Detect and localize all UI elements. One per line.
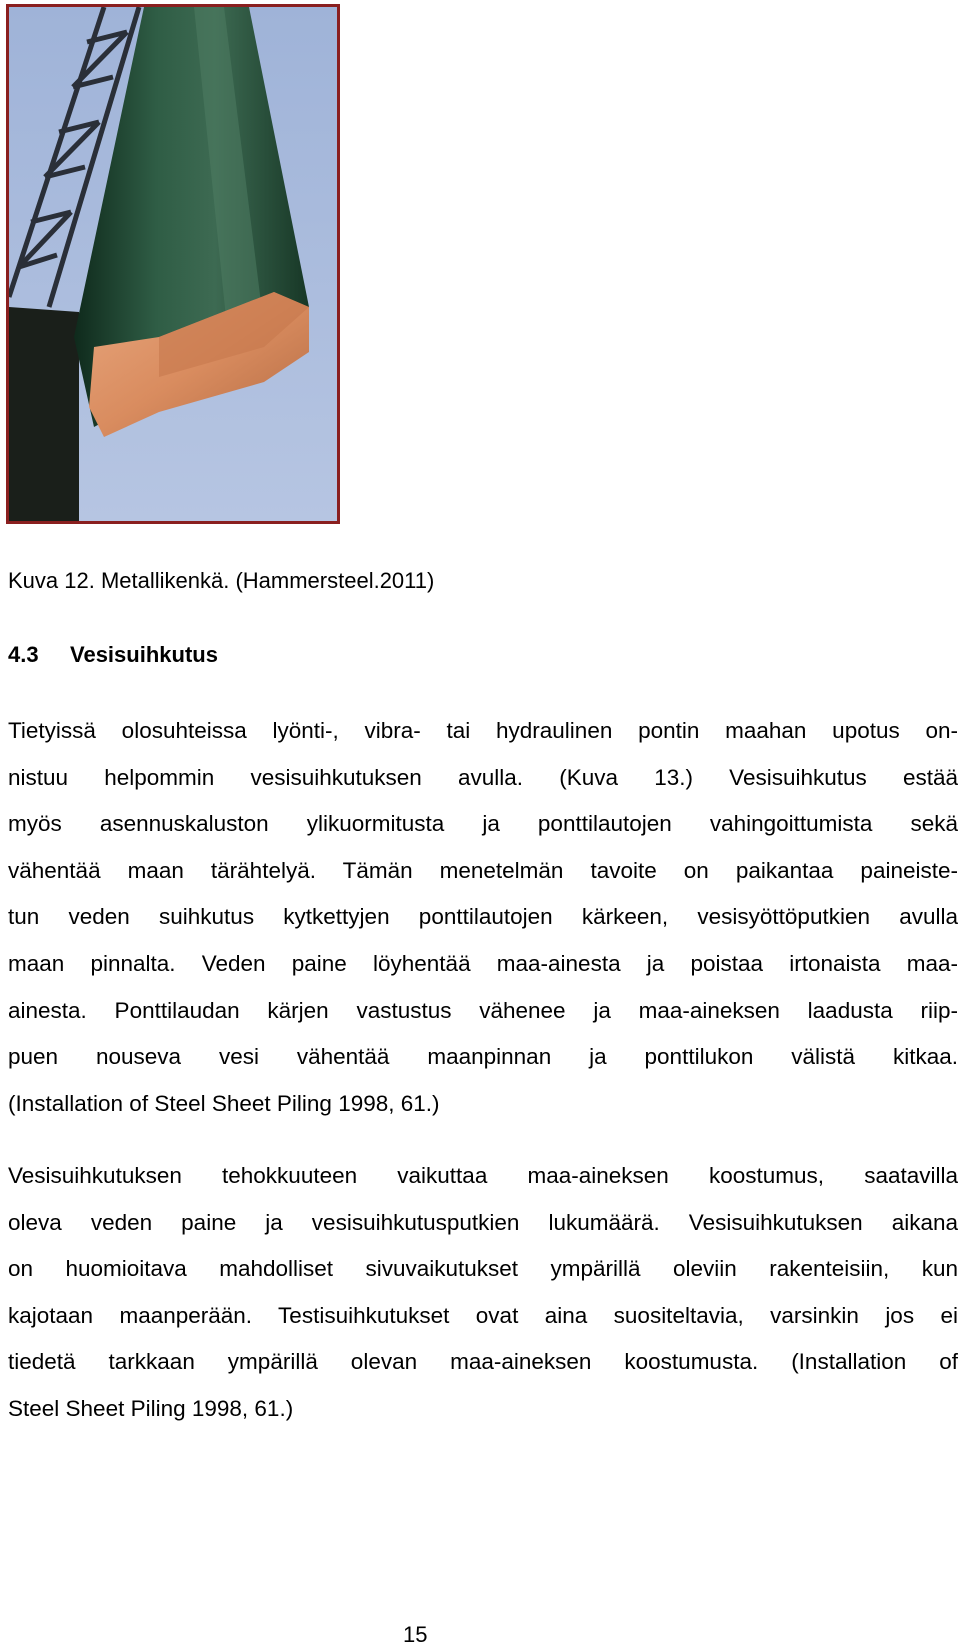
paragraph-line: puen nouseva vesi vähentää maanpinnan ja ponttilukon välistä kitkaa. bbox=[8, 1044, 958, 1070]
paragraph-line: tiedetä tarkkaan ympärillä olevan maa-aineksen koostumusta. (Installation of bbox=[8, 1349, 958, 1375]
paragraph-line: Vesisuihkutuksen tehokkuuteen vaikuttaa maa-aineksen koostumus, saatavilla bbox=[8, 1163, 958, 1188]
pile-shoe-illustration bbox=[9, 7, 337, 521]
paragraph-line: Tietyissä olosuhteissa lyönti-, vibra- tai hydraulinen pontin maahan upotus on- bbox=[8, 718, 958, 743]
section-heading bbox=[8, 640, 218, 670]
paragraph-line: ainesta. Ponttilaudan kärjen vastustus vähenee ja maa-aineksen laadusta riip- bbox=[8, 997, 958, 1023]
paragraph-line: myös asennuskaluston ylikuormitusta ja ponttilautojen vahingoittumista sekä bbox=[8, 811, 958, 837]
paragraph-line: tun veden suihkutus kytkettyjen ponttilautojen kärkeen, vesisyöttöputkien avulla bbox=[8, 904, 958, 930]
paragraph-line: maan pinnalta. Veden paine löyhentää maa-ainesta ja poistaa irtonaista maa- bbox=[8, 950, 958, 976]
section-number: 4.3 bbox=[8, 642, 39, 667]
figure-caption: Kuva 12. Metallikenkä. (Hammersteel.2011) bbox=[8, 568, 435, 593]
metal-shoe-photo bbox=[6, 4, 340, 524]
body-paragraph bbox=[8, 708, 958, 1127]
paragraph-line: (Installation of Steel Sheet Piling 1998, 61.) bbox=[8, 1090, 440, 1116]
paragraph-line: nistuu helpommin vesisuihkutuksen avulla. (Kuva 13.) Vesisuihkutus estää bbox=[8, 764, 958, 790]
paragraph-line: oleva veden paine ja vesisuihkutusputkien lukumäärä. Vesisuihkutuksen aikana bbox=[8, 1209, 958, 1235]
paragraph-line: kajotaan maanperään. Testisuihkutukset ovat aina suositeltavia, varsinkin jos ei bbox=[8, 1302, 958, 1328]
leader-post bbox=[9, 307, 79, 521]
section-title: Vesisuihkutus bbox=[70, 642, 218, 667]
paragraph-line: vähentää maan tärähtelyä. Tämän menetelmän tavoite on paikantaa paineiste- bbox=[8, 857, 958, 883]
body-paragraph bbox=[8, 1153, 958, 1433]
page-number: 15 bbox=[403, 1622, 428, 1647]
paragraph-line: Steel Sheet Piling 1998, 61.) bbox=[8, 1395, 294, 1421]
paragraph-line: on huomioitava mahdolliset sivuvaikutukset ympärillä oleviin rakenteisiin, kun bbox=[8, 1256, 958, 1282]
